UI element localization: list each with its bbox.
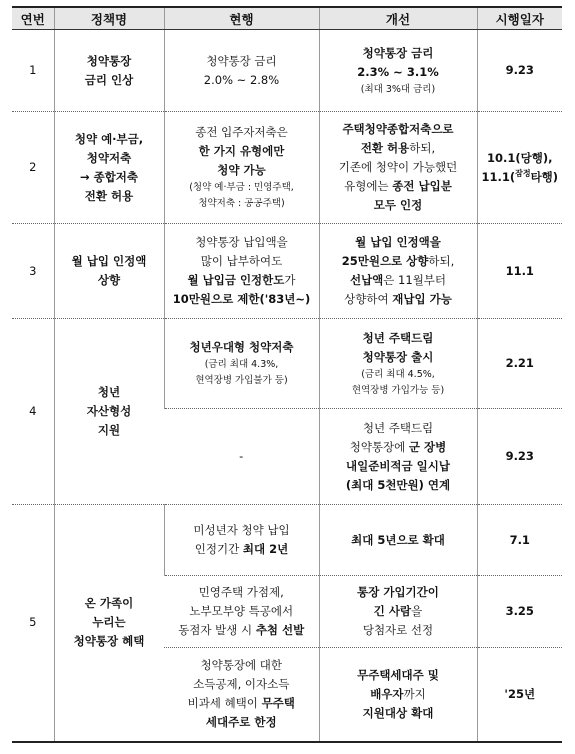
row-no: 1	[12, 30, 54, 112]
row-no: 5	[12, 505, 54, 742]
effective-date: 2.21	[477, 319, 562, 409]
row-no: 3	[12, 224, 54, 319]
current-cell: -	[164, 409, 319, 505]
policy-name: 청약 예·부금, 청약저축 → 종합저축 전환 허용	[54, 112, 164, 224]
current-cell: 청년우대형 청약저축 (금리 최대 4.3%, 현역장병 가입불가 등)	[164, 319, 319, 409]
header-effective-date: 시행일자	[477, 7, 562, 30]
improved-cell: 최대 5년으로 확대	[319, 505, 477, 576]
current-cell: 미성년자 청약 납입 인정기간 최대 2년	[164, 505, 319, 576]
effective-date: '25년	[477, 648, 562, 742]
improved-cell: 청년 주택드림 청약통장 출시 (금리 최대 4.5%, 현역장병 가입가능 등)	[319, 319, 477, 409]
improved-cell: 청년 주택드림 청약통장에 군 장병 내일준비적금 일시납 (최대 5천만원) 연계	[319, 409, 477, 505]
current-cell: 청약통장 금리 2.0% ~ 2.8%	[164, 30, 319, 112]
current-cell: 민영주택 가점제, 노부모부양 특공에서 동점자 발생 시 추첨 선발	[164, 576, 319, 648]
effective-date: 3.25	[477, 576, 562, 648]
header-improved: 개선	[319, 7, 477, 30]
current-cell: 청약통장 납입액을 많이 납부하여도 월 납입금 인정한도가 10만원으로 제한('83년~)	[164, 224, 319, 319]
effective-date: 9.23	[477, 30, 562, 112]
policy-name: 청약통장 금리 인상	[54, 30, 164, 112]
effective-date: 7.1	[477, 505, 562, 576]
policy-name: 온 가족이 누리는 청약통장 혜택	[54, 505, 164, 742]
policy-name: 월 납입 인정액 상향	[54, 224, 164, 319]
improved-cell: 주택청약종합저축으로 전환 허용하되, 기존에 청약이 가능했던 유형에는 종전 납입분 모두 인정	[319, 112, 477, 224]
improved-cell: 통장 가입기간이 긴 사람을 당첨자로 선정	[319, 576, 477, 648]
table-row	[12, 30, 562, 112]
policy-name: 청년 자산형성 지원	[54, 319, 164, 505]
current-cell: 청약통장에 대한 소득공제, 이자소득 비과세 혜택이 무주택 세대주로 한정	[164, 648, 319, 742]
current-cell: 종전 입주자저축은 한 가지 유형에만 청약 가능 (청약 예·부금 : 민영주택, 청약저축 : 공공주택)	[164, 112, 319, 224]
improved-cell: 월 납입 인정액을 25만원으로 상향하되, 선납액은 11월부터 상향하여 재납입 가능	[319, 224, 477, 319]
improved-cell: 청약통장 금리 2.3% ~ 3.1% (최대 3%대 금리)	[319, 30, 477, 112]
row-no: 2	[12, 112, 54, 224]
header-current: 현행	[164, 7, 319, 30]
table-row	[12, 224, 562, 319]
improved-cell: 무주택세대주 및 배우자까지 지원대상 확대	[319, 648, 477, 742]
policy-table	[12, 6, 562, 743]
row-no: 4	[12, 319, 54, 505]
header-policy-name: 정책명	[54, 7, 164, 30]
effective-date: 10.1(당행), 11.1($^{잠정}$타행)	[477, 112, 562, 224]
effective-date: 9.23	[477, 409, 562, 505]
effective-date: 11.1	[477, 224, 562, 319]
header-no: 연번	[12, 7, 54, 30]
table-row	[12, 319, 562, 409]
table-row	[12, 112, 562, 224]
table-row	[12, 505, 562, 576]
table-header-row	[12, 7, 562, 30]
